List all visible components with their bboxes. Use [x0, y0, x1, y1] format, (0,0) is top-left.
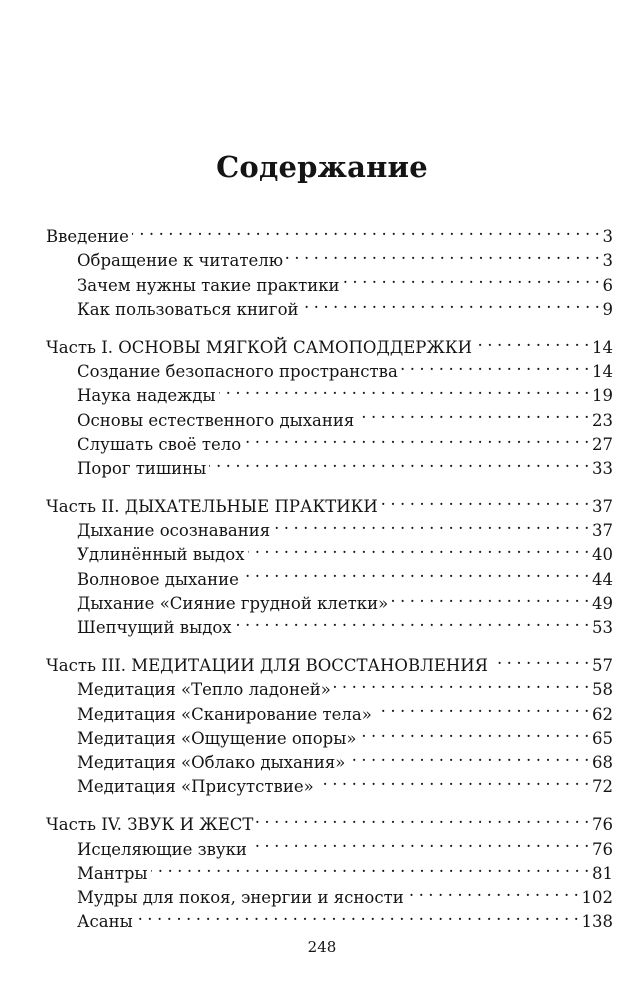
- toc-page-number: 19: [592, 386, 613, 406]
- toc-page-number: 57: [592, 656, 613, 676]
- dot-leader: [248, 536, 589, 560]
- page-title: Содержание: [216, 150, 428, 184]
- dot-leader: [475, 329, 589, 353]
- toc-section-heading: [46, 647, 613, 676]
- toc-section: [46, 218, 613, 319]
- toc-page-number: 27: [592, 434, 613, 454]
- toc-entry-label: Дыхание осознавания: [77, 521, 271, 541]
- dot-leader: [401, 353, 589, 377]
- toc-page-number: 68: [592, 752, 613, 772]
- toc-entry-label: Волновое дыхание: [77, 569, 239, 589]
- toc-entry-label: Часть II. ДЫХАТЕЛЬНЫЕ ПРАКТИКИ: [46, 497, 378, 517]
- toc-entry-label: Шепчущий выдох: [77, 618, 232, 637]
- dot-leader: [343, 266, 600, 290]
- dot-leader: [136, 903, 579, 927]
- toc-page-number: 65: [592, 728, 613, 748]
- dot-leader: [359, 720, 589, 744]
- toc-page-number: 14: [592, 337, 613, 357]
- table-of-contents: [46, 218, 613, 941]
- dot-leader: [256, 806, 589, 830]
- dot-leader: [375, 695, 589, 719]
- toc-page-number: 37: [592, 521, 613, 541]
- dot-leader: [302, 291, 600, 315]
- toc-entry-label: Медитация «Сканирование тела»: [77, 704, 372, 724]
- toc-entry-label: Слушать своё тело: [77, 434, 242, 454]
- toc-entry-label: Часть I. ОСНОВЫ МЯГКОЙ САМОПОДДЕРЖКИ: [46, 337, 473, 357]
- toc-page-number: 62: [592, 704, 613, 724]
- toc-page-number: 3: [602, 227, 613, 247]
- toc-page-number: 44: [592, 569, 613, 589]
- toc-page-number: 81: [592, 863, 613, 883]
- toc-section-heading: [46, 218, 613, 247]
- dot-leader: [209, 450, 589, 474]
- toc-entry-label: Удлинённый выдох: [77, 545, 245, 565]
- toc-entry-label: Медитация «Ощущение опоры»: [77, 728, 357, 748]
- toc-entry: [46, 242, 613, 271]
- toc-page-number: 138: [581, 912, 613, 932]
- toc-section: [46, 806, 613, 932]
- dot-leader: [250, 830, 589, 854]
- toc-page-number: 53: [592, 618, 613, 637]
- toc-page-number: 23: [592, 410, 613, 430]
- toc-page-number: 37: [592, 497, 613, 517]
- toc-page-number: 33: [592, 458, 613, 478]
- dot-leader: [286, 242, 599, 266]
- toc-entry-label: Часть III. МЕДИТАЦИИ ДЛЯ ВОССТАНОВЛЕНИЯ: [46, 656, 489, 676]
- dot-leader: [132, 218, 600, 242]
- toc-page-number: 49: [592, 593, 613, 613]
- toc-entry-label: Обращение к читателю: [77, 251, 284, 271]
- toc-entry-label: Наука надежды: [77, 386, 216, 406]
- toc-entry-label: Медитация «Тепло ладоней»: [77, 680, 331, 700]
- dot-leader: [244, 426, 589, 450]
- dot-leader: [491, 647, 589, 671]
- toc-entry-label: Мудры для покоя, энергии и ясности: [77, 887, 404, 907]
- toc-page-number: 76: [592, 839, 613, 859]
- toc-page-number: 102: [581, 887, 613, 907]
- toc-entry-label: Порог тишины: [77, 458, 207, 478]
- dot-leader: [317, 768, 589, 792]
- toc-entry-label: Основы естественного дыхания: [77, 410, 355, 430]
- toc-page-number: 14: [592, 362, 613, 382]
- toc-section: [46, 647, 613, 797]
- toc-entry-label: Исцеляющие звуки: [77, 839, 247, 859]
- toc-entry-label: Дыхание «Сияние грудной клетки»: [77, 593, 389, 613]
- toc-page-number: 9: [602, 299, 613, 319]
- dot-leader: [151, 855, 589, 879]
- dot-leader: [273, 512, 589, 536]
- toc-section: [46, 329, 613, 478]
- toc-entry-label: Введение: [46, 227, 129, 247]
- dot-leader: [348, 744, 589, 768]
- dot-leader: [381, 488, 589, 512]
- dot-leader: [219, 377, 589, 401]
- dot-leader: [235, 609, 589, 633]
- toc-page-number: 6: [602, 275, 613, 295]
- toc-entry-label: Мантры: [77, 863, 148, 883]
- toc-section: [46, 488, 613, 637]
- toc-entry-label: Часть IV. ЗВУК И ЖЕСТ: [46, 815, 254, 835]
- toc-section-heading: [46, 488, 613, 517]
- dot-leader: [242, 560, 589, 584]
- dot-leader: [391, 585, 589, 609]
- dot-leader: [357, 401, 589, 425]
- toc-page-number: 72: [592, 777, 613, 797]
- toc-page-number: 3: [602, 251, 613, 271]
- toc-page-number: 58: [592, 680, 613, 700]
- toc-entry-label: Как пользоваться книгой: [77, 299, 299, 319]
- toc-entry-label: Создание безопасного пространства: [77, 362, 398, 382]
- toc-entry-label: Зачем нужны такие практики: [77, 275, 340, 295]
- toc-entry-label: Медитация «Присутствие»: [77, 777, 314, 797]
- toc-page-number: 40: [592, 545, 613, 565]
- toc-entry-label: Асаны: [77, 912, 133, 932]
- toc-section-heading: [46, 806, 613, 835]
- toc-entry-label: Медитация «Облако дыхания»: [77, 752, 346, 772]
- toc-section-heading: [46, 329, 613, 357]
- dot-leader: [407, 879, 579, 903]
- page-number-footer: 248: [307, 938, 337, 956]
- dot-leader: [334, 671, 589, 695]
- toc-page-number: 76: [592, 815, 613, 835]
